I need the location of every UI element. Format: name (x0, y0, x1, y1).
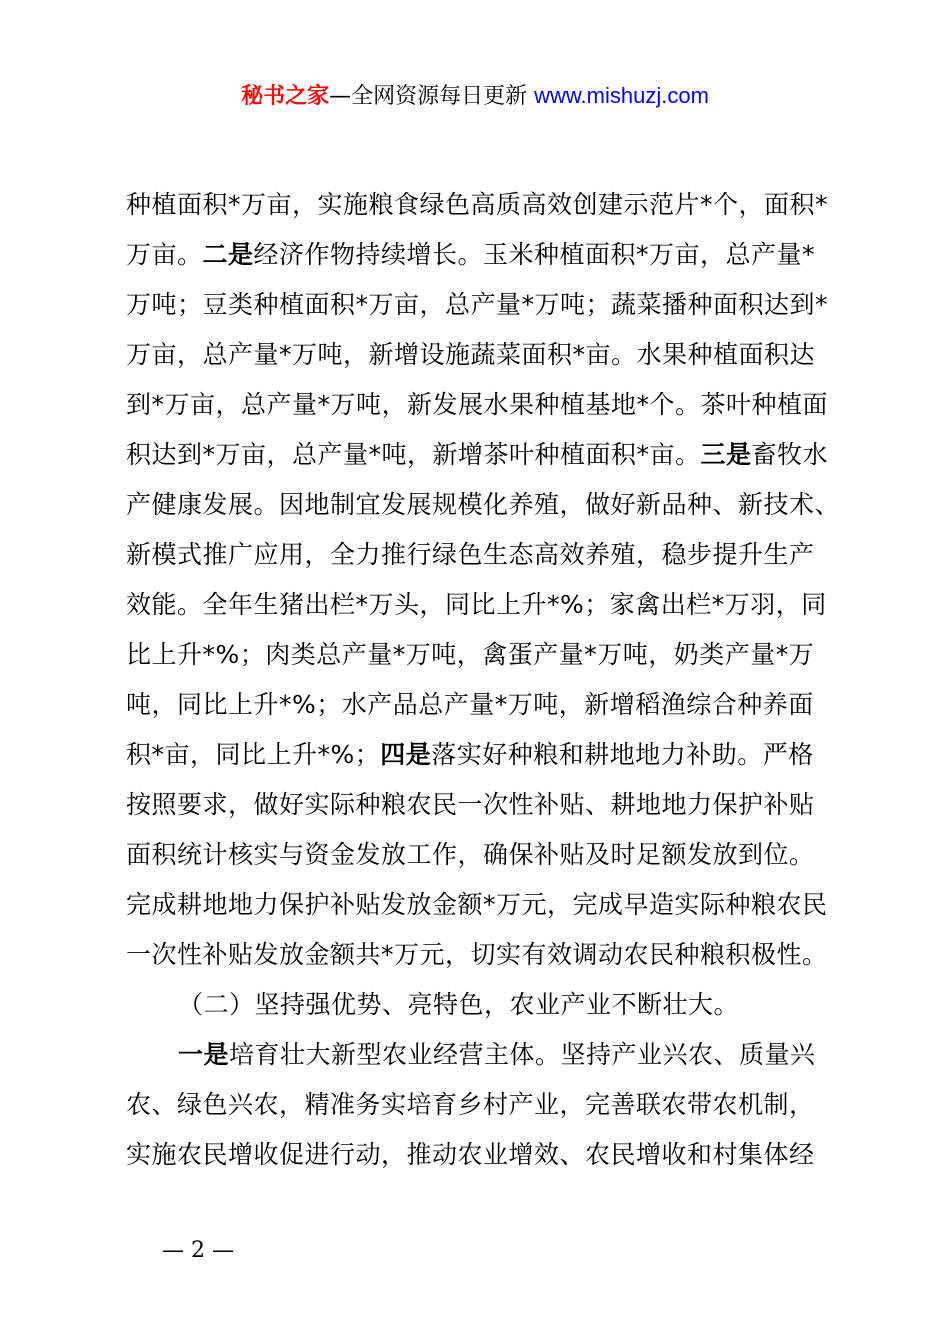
site-url-link[interactable]: www.mishuzj.com (534, 83, 709, 108)
site-brand: 秘书之家 (241, 84, 330, 109)
text-segment: 畜牧水 (751, 440, 829, 469)
text-line (126, 730, 838, 780)
text-segment: 一次性补贴发放金额共*万元，切实有效调动农民种粮积极性。 (126, 940, 828, 969)
text-segment: 万吨；豆类种植面积*万亩，总产量*万吨；蔬菜播种面积达到* (126, 290, 829, 319)
text-line (126, 930, 838, 980)
text-line (126, 630, 838, 680)
text-line (126, 680, 838, 730)
text-line (126, 280, 838, 330)
text-segment: 实施农民增收促进行动，推动农业增效、农民增收和村集体经 (126, 1140, 815, 1169)
text-segment: 积达到*万亩，总产量*吨，新增茶叶种植面积*亩。 (126, 440, 701, 469)
bold-text-segment: 二是 (202, 240, 254, 269)
text-segment: 面积统计核实与资金发放工作，确保补贴及时足额发放到位。 (126, 840, 815, 869)
bold-text-segment: 三是 (700, 440, 752, 469)
text-segment: （二）坚持强优势、亮特色，农业产业不断壮大。 (178, 990, 740, 1019)
text-line (126, 430, 838, 480)
text-segment: 万亩。 (126, 240, 203, 269)
text-line (126, 380, 838, 430)
site-header (0, 80, 950, 113)
text-line (126, 480, 841, 530)
text-segment: 积*亩，同比上升*%； (126, 740, 381, 769)
text-line (126, 830, 838, 880)
text-segment: 效能。全年生猪出栏*万头，同比上升*%；家禽出栏*万羽，同 (126, 590, 827, 619)
document-body (126, 180, 841, 1180)
text-segment: 比上升*%；肉类总产量*万吨，禽蛋产量*万吨，奶类产量*万 (126, 640, 815, 669)
text-segment: 农、绿色兴农，精准务实培育乡村产业，完善联农带农机制， (126, 1090, 815, 1119)
text-segment: 培育壮大新型农业经营主体。坚持产业兴农、质量兴 (229, 1040, 816, 1069)
text-line (126, 530, 838, 580)
text-segment: 种植面积*万亩，实施粮食绿色高质高效创建示范片*个，面积* (126, 190, 829, 219)
text-line (126, 1030, 838, 1080)
text-line (126, 230, 838, 280)
text-line (126, 980, 838, 1030)
text-segment: 到*万亩，总产量*万吨，新发展水果种植基地*个。茶叶种植面 (126, 390, 829, 419)
bold-text-segment: 一是 (178, 1040, 230, 1069)
text-line (126, 880, 838, 930)
page-number: — 2 — (162, 1238, 234, 1263)
text-segment: 经济作物持续增长。玉米种植面积*万亩，总产量* (253, 240, 816, 269)
text-segment: 万亩，总产量*万吨，新增设施蔬菜面积*亩。水果种植面积达 (126, 340, 816, 369)
text-segment: 完成耕地地力保护补贴发放金额*万元，完成早造实际种粮农民 (126, 890, 828, 919)
text-segment: 按照要求，做好实际种粮农民一次性补贴、耕地地力保护补贴 (126, 790, 815, 819)
bold-text-segment: 四是 (380, 740, 432, 769)
text-line (126, 1080, 838, 1130)
text-segment: 落实好种粮和耕地地力补助。严格 (431, 740, 814, 769)
text-line (126, 780, 838, 830)
text-line (126, 330, 838, 380)
text-segment: 新模式推广应用，全力推行绿色生态高效养殖，稳步提升生产 (126, 540, 815, 569)
text-line (126, 580, 838, 630)
site-tagline: —全网资源每日更新 (329, 84, 535, 109)
text-line (126, 180, 838, 230)
text-line (126, 1130, 838, 1180)
text-segment: 吨，同比上升*%；水产品总产量*万吨，新增稻渔综合种养面 (126, 690, 814, 719)
text-segment: 产健康发展。因地制宜发展规模化养殖，做好新品种、新技术、 (126, 490, 841, 519)
